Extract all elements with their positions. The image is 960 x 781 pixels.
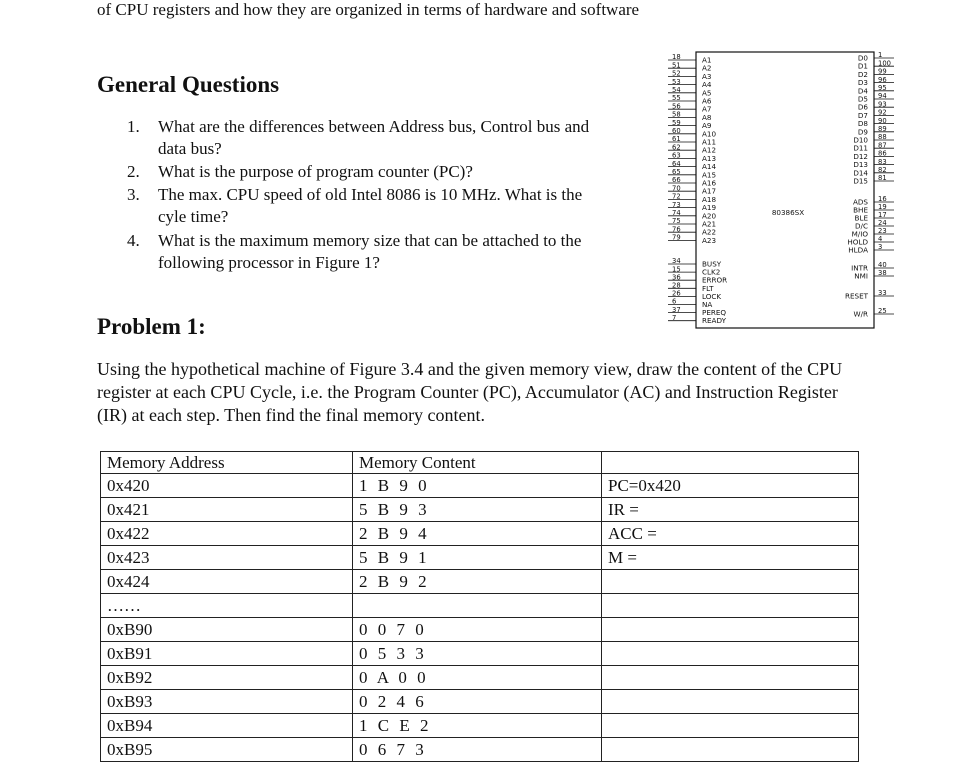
- cell-content: 5 B 9 3: [353, 498, 602, 522]
- pin-label: A21: [702, 219, 717, 229]
- pin-number: 72: [672, 192, 681, 201]
- pin-number: 59: [672, 118, 681, 127]
- pin-number: 18: [672, 53, 681, 62]
- question-1: [127, 116, 642, 160]
- pin-number: 66: [672, 176, 681, 185]
- cell-content: 1 B 9 0: [353, 474, 602, 498]
- pin-number: 19: [878, 203, 887, 212]
- pin-label: W/R: [853, 309, 868, 319]
- cell-register: [602, 570, 859, 594]
- pin-label: A1: [702, 55, 712, 65]
- pin-number: 90: [878, 116, 887, 125]
- table-row: [101, 594, 859, 618]
- header-memory-address: Memory Address: [101, 452, 353, 474]
- pin-number: 17: [878, 211, 887, 220]
- chip-body: [696, 52, 874, 328]
- pin-label: A12: [702, 145, 717, 155]
- cell-register: [602, 714, 859, 738]
- pin-number: 75: [672, 217, 681, 226]
- pin-number: 74: [672, 209, 681, 217]
- pin-label: D11: [853, 143, 868, 153]
- pin-number: 100: [878, 59, 891, 68]
- pin-label: BUSY: [702, 259, 722, 269]
- pin-number: 82: [878, 166, 887, 174]
- pin-number: 58: [672, 110, 681, 119]
- pin-number: 54: [672, 86, 681, 94]
- pin-label: D14: [853, 168, 868, 178]
- question-text-cont: data bus?: [158, 139, 222, 158]
- pin-number: 76: [672, 225, 681, 234]
- cell-content: 0 0 7 0: [353, 618, 602, 642]
- pin-label: A18: [702, 194, 717, 204]
- pin-label: D9: [857, 127, 868, 137]
- pin-label: A10: [702, 129, 717, 139]
- table-header-row: [101, 452, 859, 474]
- memory-table: [100, 451, 859, 762]
- pin-number: 34: [672, 257, 681, 266]
- pin-number: 95: [878, 84, 887, 92]
- left-pin-group: [668, 53, 727, 325]
- question-number: 3.: [127, 185, 140, 204]
- cell-register: [602, 618, 859, 642]
- pin-number: 93: [878, 100, 887, 109]
- pin-label: A11: [702, 137, 717, 147]
- pin-number: 52: [672, 69, 681, 78]
- pin-number: 36: [672, 273, 681, 282]
- cell-content: 0 5 3 3: [353, 642, 602, 666]
- question-number: 2.: [127, 162, 140, 181]
- cell-address: 0x424: [101, 570, 353, 594]
- pin-label: HOLD: [847, 237, 868, 247]
- cell-address: 0xB91: [101, 642, 353, 666]
- pin-number: 79: [672, 233, 681, 242]
- pin-label: D5: [857, 94, 868, 104]
- cell-register: [602, 666, 859, 690]
- pin-label: D7: [857, 110, 868, 120]
- pin-number: 7: [672, 313, 677, 322]
- question-3: [127, 184, 642, 228]
- pin-label: A15: [702, 170, 717, 180]
- table-row: [101, 570, 859, 594]
- pin-label: ERROR: [702, 275, 728, 285]
- pin-label: A3: [702, 71, 712, 81]
- pin-number: 73: [672, 200, 681, 209]
- cell-content: 1 C E 2: [353, 714, 602, 738]
- question-4: [127, 230, 642, 274]
- cell-content: [353, 594, 602, 618]
- cell-content: 5 B 9 1: [353, 546, 602, 570]
- general-questions-heading: General Questions: [97, 72, 280, 97]
- pin-number: 94: [878, 92, 887, 101]
- cpu-chip-diagram: [666, 50, 896, 332]
- pin-number: 53: [672, 77, 681, 86]
- pin-label: BHE: [853, 205, 868, 215]
- pin-label: D0: [857, 53, 868, 63]
- pin-label: D12: [853, 151, 868, 161]
- cell-address: 0x422: [101, 522, 353, 546]
- pin-number: 25: [878, 307, 887, 316]
- cell-address: 0x421: [101, 498, 353, 522]
- problem-heading: Problem 1:: [97, 314, 206, 339]
- table-row: [101, 474, 859, 498]
- pin-label: A17: [702, 186, 717, 196]
- cell-address: ……: [101, 594, 353, 618]
- pin-label: D15: [853, 176, 868, 186]
- header-registers: [602, 452, 859, 474]
- cell-register: IR =: [602, 498, 859, 522]
- pin-number: 63: [672, 151, 681, 160]
- pin-label: READY: [702, 316, 726, 326]
- pin-label: ADS: [852, 197, 868, 207]
- pin-label: A6: [702, 96, 712, 106]
- pin-label: D13: [853, 160, 868, 170]
- table-row: [101, 546, 859, 570]
- pin-number: 64: [672, 159, 681, 168]
- pin-number: 60: [672, 127, 681, 135]
- pin-label: PEREQ: [702, 308, 727, 318]
- pin-number: 99: [878, 67, 887, 76]
- pin-label: A13: [702, 153, 717, 163]
- pin-label: A19: [702, 203, 717, 213]
- table-row: [101, 714, 859, 738]
- pin-number: 3: [878, 243, 883, 252]
- pin-number: 51: [672, 61, 681, 70]
- cell-content: 2 B 9 2: [353, 570, 602, 594]
- question-text-cont: cyle time?: [158, 207, 229, 226]
- chip-name: 80386SX: [771, 208, 805, 217]
- pin-number: 26: [672, 289, 681, 298]
- table-row: [101, 498, 859, 522]
- pin-label: NMI: [854, 271, 868, 281]
- cell-content: 0 A 0 0: [353, 666, 602, 690]
- pin-label: HLDA: [848, 245, 868, 255]
- pin-number: 23: [878, 227, 887, 236]
- pin-label: M/IO: [851, 229, 868, 239]
- question-number: 4.: [127, 231, 140, 250]
- cell-address: 0xB95: [101, 738, 353, 762]
- pin-number: 83: [878, 157, 887, 166]
- pin-number: 40: [878, 261, 887, 270]
- pin-number: 16: [878, 195, 887, 204]
- pin-number: 1: [878, 51, 883, 60]
- pin-label: D6: [857, 102, 868, 112]
- question-text: What are the differences between Address bus, Control bus and: [158, 117, 590, 136]
- pin-label: A9: [702, 121, 712, 131]
- pin-number: 81: [878, 174, 887, 183]
- table-row: [101, 522, 859, 546]
- pin-number: 15: [672, 265, 681, 274]
- pin-label: D2: [857, 69, 868, 79]
- pin-number: 56: [672, 102, 681, 111]
- cell-address: 0xB93: [101, 690, 353, 714]
- pin-number: 6: [672, 297, 677, 306]
- table-row: [101, 738, 859, 762]
- pin-label: LOCK: [702, 291, 722, 301]
- question-text: What is the purpose of program counter (PC)?: [158, 162, 473, 181]
- pin-number: 70: [672, 184, 681, 193]
- pin-label: D4: [857, 86, 868, 96]
- cell-address: 0xB92: [101, 666, 353, 690]
- table-row: [101, 642, 859, 666]
- pin-label: BLE: [854, 213, 868, 223]
- cell-register: [602, 642, 859, 666]
- cell-register: M =: [602, 546, 859, 570]
- document-top-line: of CPU registers and how they are organized in terms of hardware and software: [97, 0, 640, 19]
- pin-label: D/C: [855, 221, 868, 231]
- pin-number: 96: [878, 75, 887, 84]
- cell-address: 0x420: [101, 474, 353, 498]
- pin-label: A20: [702, 211, 717, 221]
- pin-number: 24: [878, 219, 887, 228]
- pin-label: D8: [857, 119, 868, 129]
- pin-label: A22: [702, 227, 717, 237]
- pin-label: A23: [702, 235, 717, 245]
- cell-content: 0 6 7 3: [353, 738, 602, 762]
- pin-number: 62: [672, 143, 681, 152]
- question-text: What is the maximum memory size that can be attached to the: [158, 231, 582, 250]
- cell-register: [602, 594, 859, 618]
- right-pin-group: [845, 51, 894, 318]
- pin-number: 33: [878, 289, 887, 298]
- cell-register: [602, 738, 859, 762]
- pin-label: A8: [702, 112, 712, 122]
- pin-number: 65: [672, 168, 681, 176]
- question-text: The max. CPU speed of old Intel 8086 is 10 MHz. What is the: [158, 185, 583, 204]
- question-text-cont: following processor in Figure 1?: [158, 253, 380, 272]
- pin-number: 61: [672, 135, 681, 144]
- pin-label: A4: [702, 80, 712, 90]
- cell-register: PC=0x420: [602, 474, 859, 498]
- pin-label: A7: [702, 104, 712, 114]
- pin-label: A2: [702, 63, 712, 73]
- pin-label: FLT: [702, 283, 714, 293]
- header-memory-content: Memory Content: [353, 452, 602, 474]
- cell-register: ACC =: [602, 522, 859, 546]
- pin-number: 88: [878, 133, 887, 142]
- table-row: [101, 618, 859, 642]
- pin-number: 28: [672, 281, 681, 290]
- pin-label: D1: [857, 61, 868, 71]
- table-row: [101, 690, 859, 714]
- pin-label: D3: [857, 78, 868, 88]
- cell-content: 2 B 9 4: [353, 522, 602, 546]
- cell-address: 0xB90: [101, 618, 353, 642]
- pin-number: 38: [878, 269, 887, 278]
- cell-address: 0x423: [101, 546, 353, 570]
- question-number: 1.: [127, 117, 140, 136]
- pin-label: NA: [702, 300, 713, 309]
- pin-number: 89: [878, 125, 887, 133]
- question-2: [127, 161, 642, 183]
- table-row: [101, 666, 859, 690]
- pin-label: A14: [702, 162, 717, 172]
- pin-number: 55: [672, 94, 681, 103]
- pin-label: RESET: [844, 291, 868, 301]
- cell-register: [602, 690, 859, 714]
- pin-number: 86: [878, 149, 887, 158]
- pin-number: 37: [672, 305, 681, 314]
- pin-label: INTR: [851, 263, 868, 273]
- pin-number: 92: [878, 108, 887, 117]
- pin-number: 4: [878, 235, 883, 244]
- pin-label: A5: [702, 88, 712, 98]
- pin-label: D10: [853, 135, 868, 145]
- problem-text: Using the hypothetical machine of Figure 3.4 and the given memory view, draw the content of the CPU register at each CPU Cycle, i.e. the Program Counter (PC), Accumulator (AC) and Instruction Register (IR) at each step. Then find the final memory content.: [97, 359, 843, 425]
- pin-label: CLK2: [702, 267, 721, 277]
- cell-content: 0 2 4 6: [353, 690, 602, 714]
- cell-address: 0xB94: [101, 714, 353, 738]
- pin-label: A16: [702, 178, 717, 188]
- pin-number: 87: [878, 141, 887, 150]
